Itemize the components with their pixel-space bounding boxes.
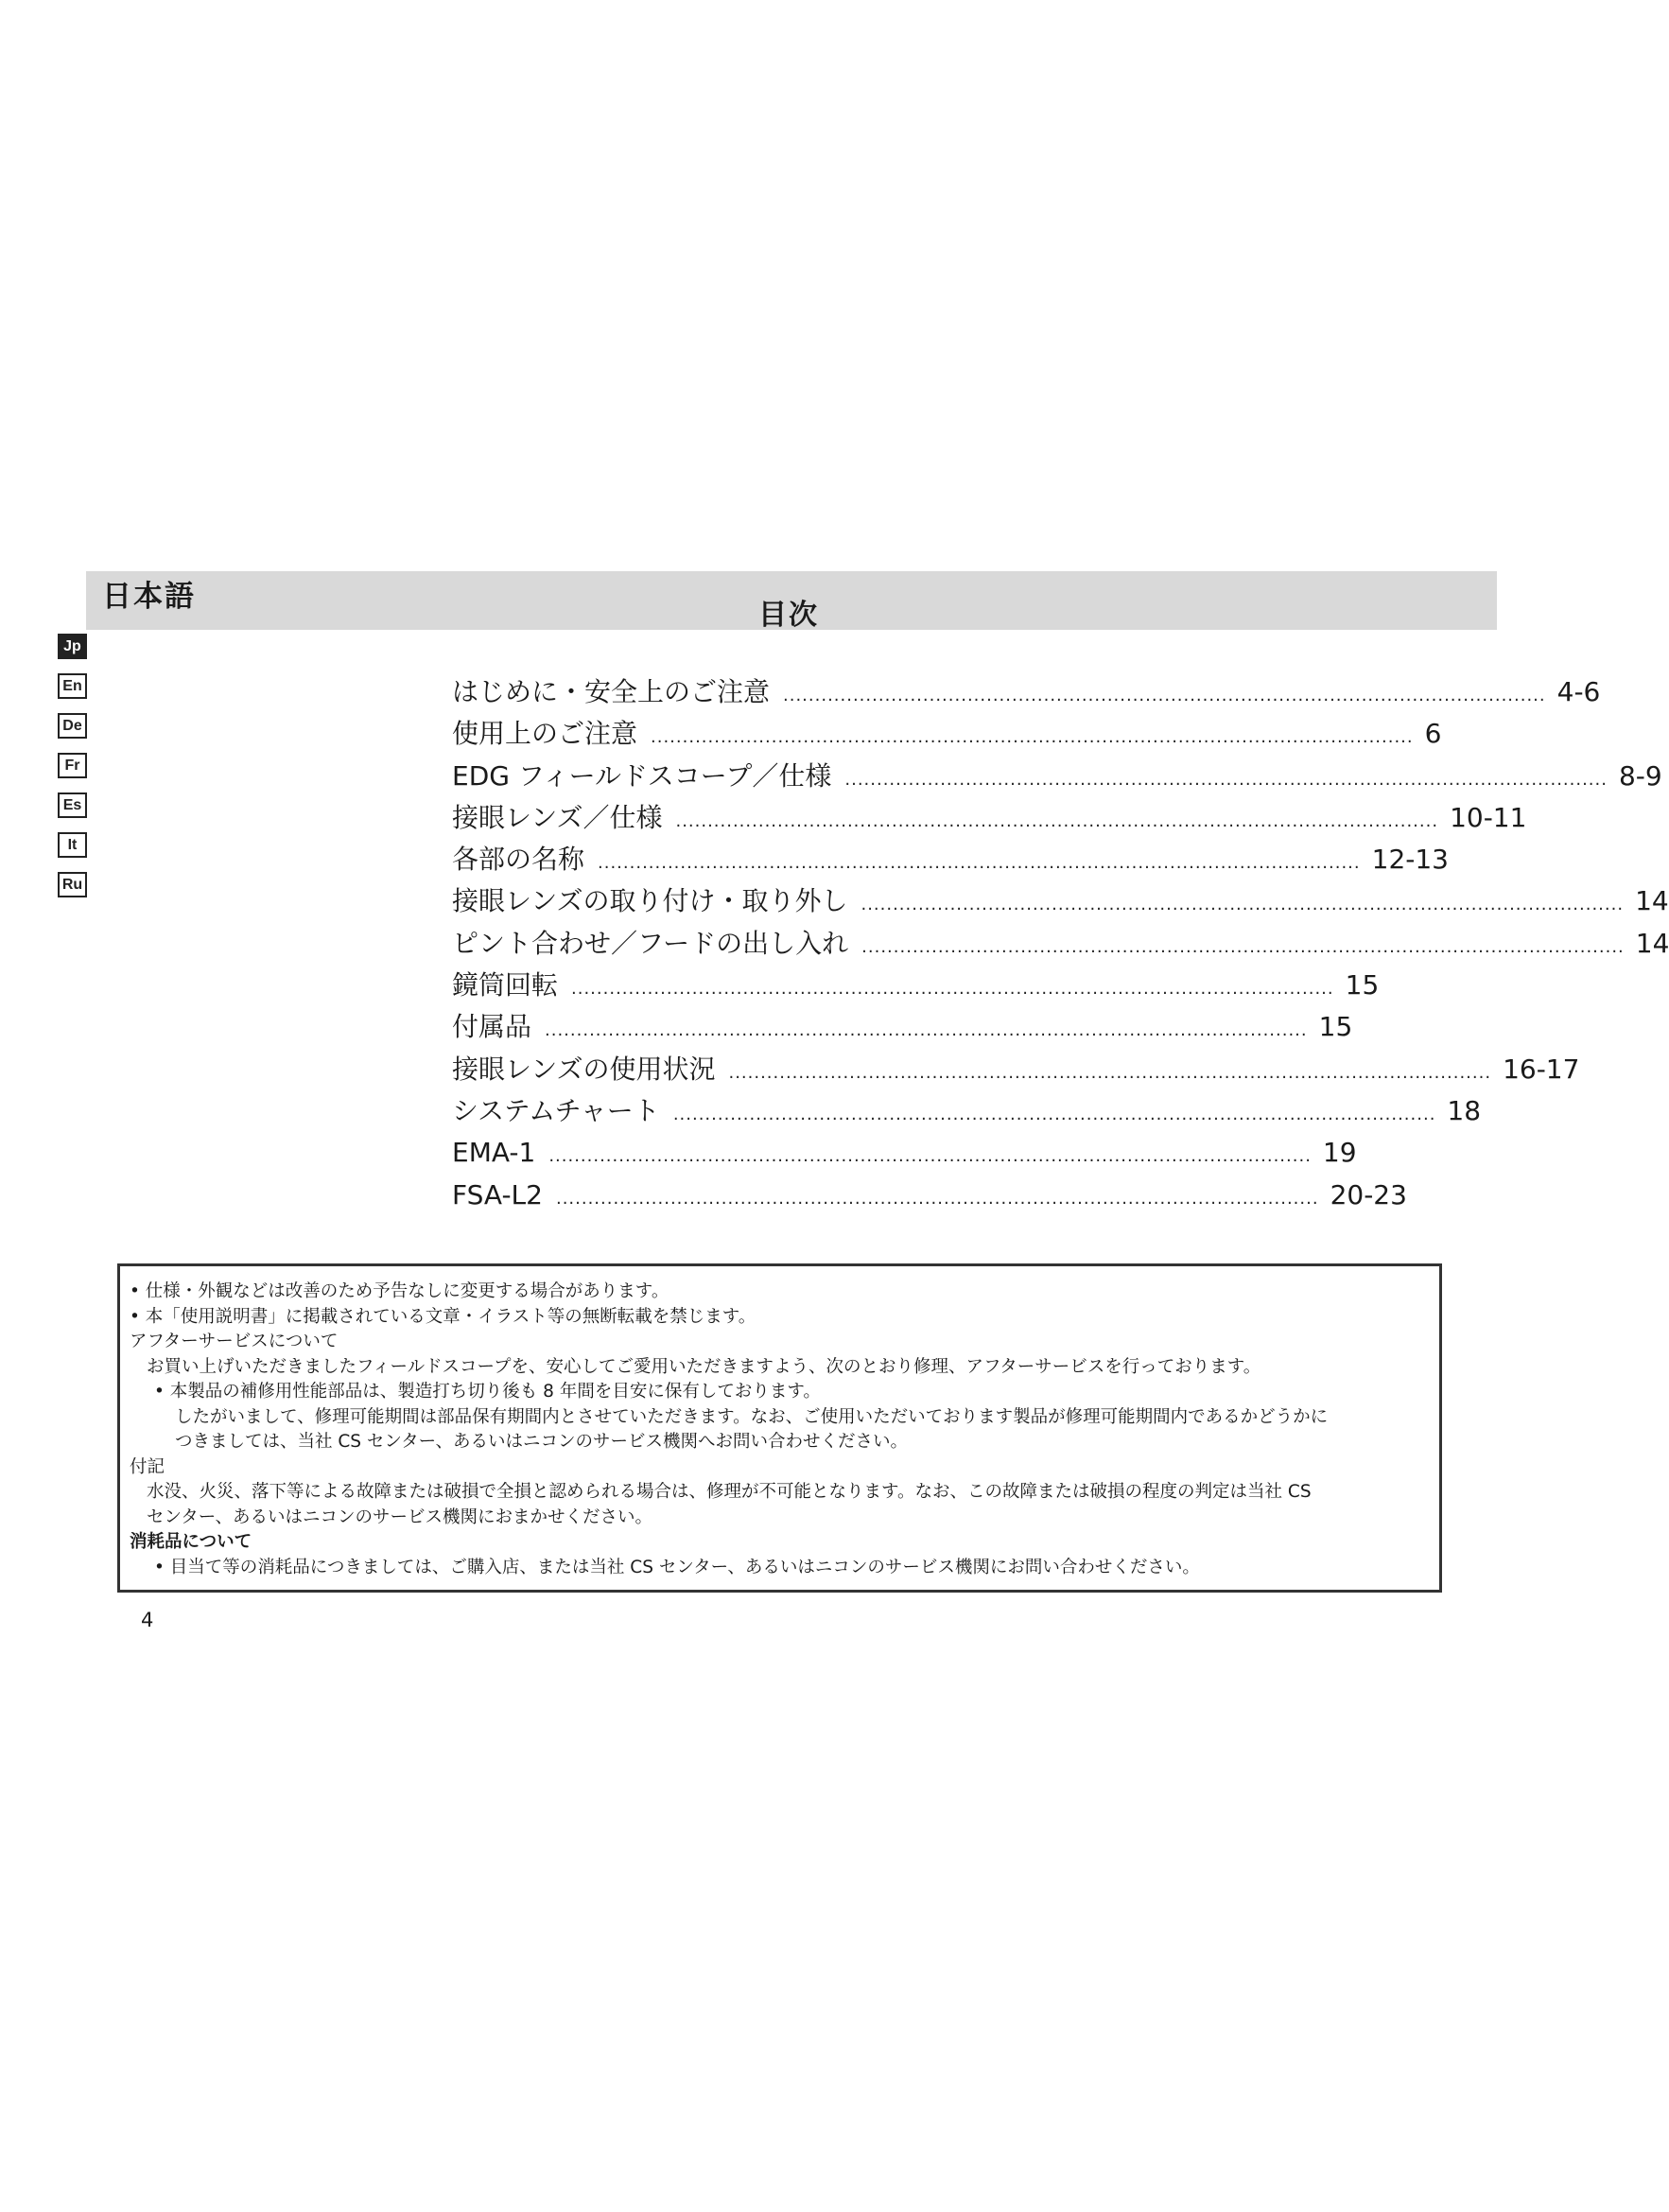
toc-leader-dots: ........................................................................................................................ <box>545 1020 1308 1041</box>
consumables-heading: 消耗品について <box>130 1532 252 1552</box>
toc-leader-dots: ........................................................................................................................ <box>783 686 1546 705</box>
toc-entry-page: 18 <box>1447 1094 1482 1126</box>
toc-entry-label: 各部の名称 <box>452 844 585 876</box>
page-number: 4 <box>141 1609 154 1631</box>
toc-entry-page: 16-17 <box>1503 1053 1580 1085</box>
language-tab-fr[interactable]: Fr <box>58 753 87 778</box>
toc-entry-page: 15 <box>1345 969 1380 1001</box>
toc-entry[interactable] <box>452 927 1669 972</box>
toc-title: 目次 <box>758 599 819 632</box>
toc-leader-dots: ........................................................................................................................ <box>861 936 1625 957</box>
language-title: 日本語 <box>102 580 196 614</box>
toc-leader-dots: ........................................................................................................................ <box>651 727 1414 748</box>
toc-entry-page: 15 <box>1318 1011 1353 1043</box>
notice-line: • 本「使用説明書」に掲載されている文章・イラスト等の無断転載を禁じます。 <box>130 1306 756 1327</box>
toc-leader-dots: ........................................................................................................................ <box>675 810 1439 831</box>
toc-entry[interactable] <box>452 1011 1353 1055</box>
toc-entry-label: 使用上のご注意 <box>452 718 638 750</box>
toc-leader-dots: ........................................................................................................................ <box>728 1062 1492 1083</box>
toc-entry[interactable] <box>452 1137 1357 1181</box>
toc-entry[interactable] <box>452 1094 1482 1140</box>
toc-entry[interactable] <box>452 801 1527 846</box>
notice-line: • 仕様・外観などは改善のため予告なしに変更する場合があります。 <box>130 1281 669 1301</box>
toc-leader-dots: ........................................................................................................................ <box>861 895 1625 915</box>
language-tab-ru[interactable]: Ru <box>58 872 87 897</box>
toc-entry[interactable] <box>452 1178 1407 1224</box>
language-tab-it[interactable]: It <box>58 832 87 858</box>
toc-leader-dots: ........................................................................................................................ <box>672 1104 1436 1124</box>
language-tab-en[interactable]: En <box>58 673 87 699</box>
after-service-subtext: つきましては、当社 CS センター、あるいはニコンのサービス機関へお問い合わせください。 <box>175 1432 908 1452</box>
language-tab-de[interactable]: De <box>58 713 87 739</box>
toc-entry[interactable] <box>452 676 1601 721</box>
toc-entry[interactable] <box>452 718 1442 762</box>
appendix-text: センター、あるいはニコンのサービス機関におまかせください。 <box>147 1507 653 1527</box>
toc-leader-dots: ........................................................................................................................ <box>548 1146 1312 1167</box>
toc-entry-page: 14 <box>1635 885 1669 917</box>
toc-entry-label: ピント合わせ／フードの出し入れ <box>452 927 849 959</box>
toc-entry[interactable] <box>452 759 1662 805</box>
toc-entry-label: EMA-1 <box>452 1137 536 1169</box>
toc-entry-label: 接眼レンズの取り付け・取り外し <box>452 885 848 917</box>
language-tab-es[interactable]: Es <box>58 792 87 818</box>
appendix-heading: 付記 <box>130 1456 165 1477</box>
table-of-contents <box>452 676 1669 1224</box>
toc-entry-page: 4-6 <box>1556 676 1601 707</box>
toc-entry-page: 10-11 <box>1450 801 1527 833</box>
toc-entry[interactable] <box>452 844 1449 888</box>
after-service-text: お買い上げいただきましたフィールドスコープを、安心してご愛用いただきますよう、次のとおり修理、アフターサービスを行っております。 <box>147 1356 1261 1377</box>
after-service-heading: アフターサービスについて <box>130 1332 339 1351</box>
toc-entry-page: 12-13 <box>1371 844 1449 876</box>
toc-entry-label: はじめに・安全上のご注意 <box>452 676 771 707</box>
notice-box <box>117 1263 1442 1593</box>
toc-entry-label: 付属品 <box>452 1011 532 1043</box>
toc-entry-label: EDG フィールドスコープ／仕様 <box>452 759 832 792</box>
appendix-text: 水没、火災、落下等による故障または破損で全損と認められる場合は、修理が不可能となります。なお、この故障または破損の程度の判定は当社 CS <box>147 1482 1312 1502</box>
consumables-text: • 目当て等の消耗品につきましては、ご購入店、または当社 CS センター、あるいはニコンのサービス機関にお問い合わせください。 <box>154 1557 1200 1577</box>
toc-leader-dots: ........................................................................................................................ <box>571 979 1334 1000</box>
toc-entry-page: 14 <box>1635 927 1669 959</box>
language-tab-jp[interactable]: Jp <box>58 634 87 659</box>
toc-leader-dots: ........................................................................................................................ <box>844 769 1608 790</box>
toc-entry[interactable] <box>452 969 1380 1014</box>
toc-entry-page: 6 <box>1424 718 1442 750</box>
toc-entry-label: 鏡筒回転 <box>452 969 559 1001</box>
toc-entry[interactable] <box>452 885 1669 930</box>
toc-entry-page: 19 <box>1322 1137 1357 1169</box>
toc-entry-label: 接眼レンズ／仕様 <box>452 801 663 833</box>
after-service-subtext: したがいまして、修理可能期間は部品保有期間内とさせていただきます。なお、ご使用いただいております製品が修理可能期間内であるかどうかに <box>175 1406 1329 1427</box>
after-service-bullet: • 本製品の補修用性能部品は、製造打ち切り後も 8 年間を目安に保有しております。 <box>154 1382 821 1402</box>
toc-entry-page: 20-23 <box>1330 1178 1407 1211</box>
language-tabs <box>58 634 88 912</box>
toc-entry-page: 8-9 <box>1618 759 1662 792</box>
toc-leader-dots: ........................................................................................................................ <box>598 853 1361 874</box>
toc-leader-dots: ........................................................................................................................ <box>555 1188 1319 1209</box>
toc-entry-label: システムチャート <box>452 1094 660 1126</box>
toc-entry[interactable] <box>452 1053 1580 1098</box>
toc-entry-label: FSA-L2 <box>452 1178 543 1211</box>
toc-entry-label: 接眼レンズの使用状況 <box>452 1053 716 1085</box>
